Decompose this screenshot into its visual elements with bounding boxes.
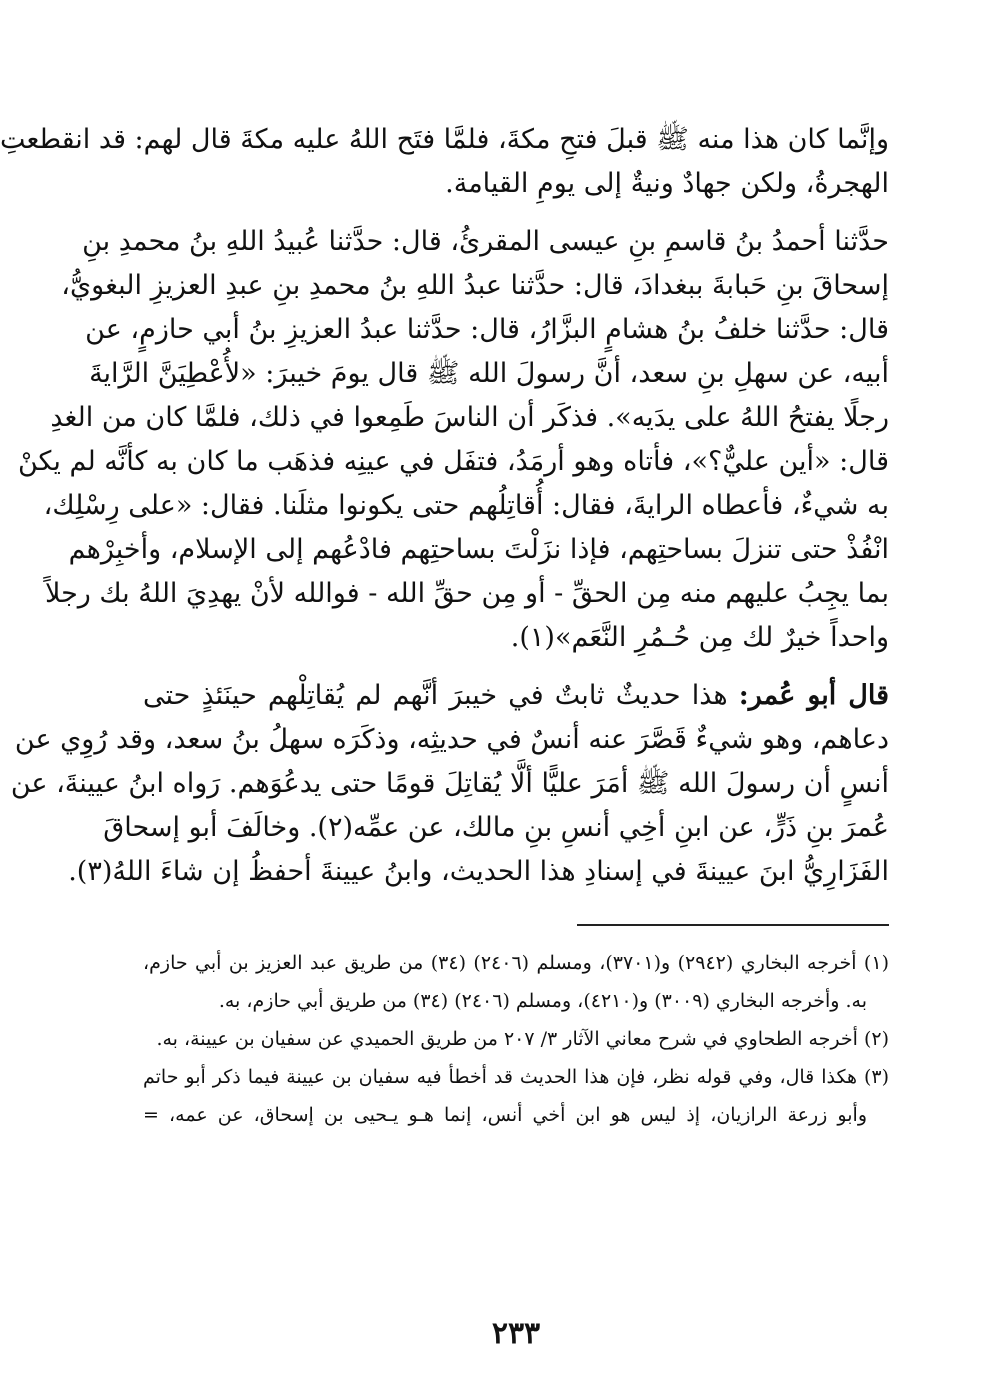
- text-line: قال: «أين عليٌّ؟»، فأتاه وهو أرمَدُ، فتفَل في عينِه فذهَب ما كان به كأنَّه لم يكنْ: [17, 446, 889, 477]
- text-line: به شيءٌ، فأعطاه الرايةَ، فقال: أُقاتِلُهم حتى يكونوا مثلَنا. فقال: «على رِسْلِك،: [43, 490, 889, 521]
- text-line: رجلًا يفتحُ اللهُ على يدَيه». فذكَر أن الناسَ طَمِعوا في ذلك، فلمَّا كان من الغدِ: [50, 402, 889, 433]
- text-line: عُمرَ بنِ ذَرٍّ، عن ابنِ أخِي أنسِ بنِ مالك، عن عمِّه(٢). وخالَفَ أبو إسحاقَ: [103, 812, 889, 843]
- paragraph-3: [10, 674, 889, 894]
- paragraph-1: [0, 118, 889, 206]
- paragraph-2: [17, 220, 889, 660]
- page-number: ٢٣٣: [491, 1316, 541, 1351]
- author-lead: قال أبو عُمر:: [738, 680, 889, 711]
- text-line: إسحاقَ بنِ حَبابةَ ببغدادَ، قال: حدَّثنا عبدُ اللهِ بنُ محمدِ بنِ عبدِ العزيزِ البغويُّ،: [61, 270, 889, 301]
- text-line: الهجرةُ، ولكن جهادٌ ونيةٌ إلى يومِ القيامة.: [445, 168, 889, 199]
- text-line: أنسٍ أن رسولَ الله ﷺ أمَرَ عليًّا ألَّا يُقاتِلَ قومًا حتى يدعُوَهم. رَواه ابنُ عيينةَ، عن: [10, 768, 889, 799]
- footnotes: [143, 944, 889, 1134]
- lead-continuation: هذا حديثٌ ثابتٌ في خيبرَ أنَّهم لم يُقاتِلْهم حينَئذٍ حتى: [143, 680, 739, 711]
- footnote-line: وأبو زرعة الرازيان، إذ ليس هو ابن أخي أنس، إنما هـو يـحيى بن إسحاق، عن عمه، =: [143, 1104, 867, 1126]
- main-text: [0, 118, 889, 894]
- footnote-line: (٢) أخرجه الطحاوي في شرح معاني الآثار ٣/ ٢٠٧ من طريق الحميدي عن سفيان بن عيينة، به.: [156, 1028, 889, 1050]
- text-line: وإنَّما كان هذا منه ﷺ قبلَ فتحِ مكةَ، فلمَّا فتَح اللهُ عليه مكةَ قال لهم: قد انقطعتِ: [0, 124, 889, 155]
- footnote-1: [143, 944, 889, 1020]
- footnote-line: (٣) هكذا قال، وفي قوله نظر، فإن هذا الحديث قد أخطأ فيه سفيان بن عيينة فيما ذكر أبو حاتم: [143, 1066, 889, 1088]
- footnote-3: [143, 1058, 889, 1134]
- footnote-line: (١) أخرجه البخاري (٢٩٤٢) و(٣٧٠١)، ومسلم (٢٤٠٦) (٣٤) من طريق عبد العزيز بن أبي حازم،: [143, 952, 889, 974]
- text-line: حدَّثنا أحمدُ بنُ قاسمِ بنِ عيسى المقرئُ، قال: حدَّثنا عُبيدُ اللهِ بنُ محمدِ بنِ: [82, 226, 889, 257]
- text-line: انْفُذْ حتى تنزلَ بساحتِهم، فإذا نزَلْتَ بساحتِهم فادْعُهم إلى الإسلام، وأخبِرْهم: [68, 534, 889, 565]
- footnote-separator: [577, 924, 889, 926]
- text-line: [143, 674, 889, 718]
- text-line: قال: حدَّثنا خلفُ بنُ هشامٍ البزَّارُ، قال: حدَّثنا عبدُ العزيزِ بنُ أبي حازمٍ، عن: [85, 314, 889, 345]
- text-line: الفَزَارِيُّ ابنَ عيينةَ في إسنادِ هذا الحديث، وابنُ عيينةَ أحفظُ إن شاءَ اللهُ(٣).: [68, 856, 889, 887]
- text-line: واحداً خيرٌ لك مِن حُـمُرِ النَّعَم»(١).: [510, 622, 889, 653]
- footnote-2: [143, 1020, 889, 1058]
- text-line: دعاهم، وهو شيءٌ قَصَّرَ عنه أنسٌ في حديثِه، وذكَرَه سهلُ بنُ سعد، وقد رُوِي عن: [14, 724, 889, 755]
- footnote-line: به. وأخرجه البخاري (٣٠٠٩) و(٤٢١٠)، ومسلم (٢٤٠٦) (٣٤) من طريق أبي حازم، به.: [218, 990, 867, 1012]
- text-line: أبيه، عن سهلِ بنِ سعد، أنَّ رسولَ الله ﷺ قال يومَ خيبرَ: «لأُعْطِيَنَّ الرَّايةَ: [89, 358, 889, 389]
- text-line: بما يجِبُ عليهم منه مِن الحقِّ - أو مِن حقِّ الله - فوالله لأنْ يهدِيَ اللهُ بك رجلاً: [45, 578, 889, 609]
